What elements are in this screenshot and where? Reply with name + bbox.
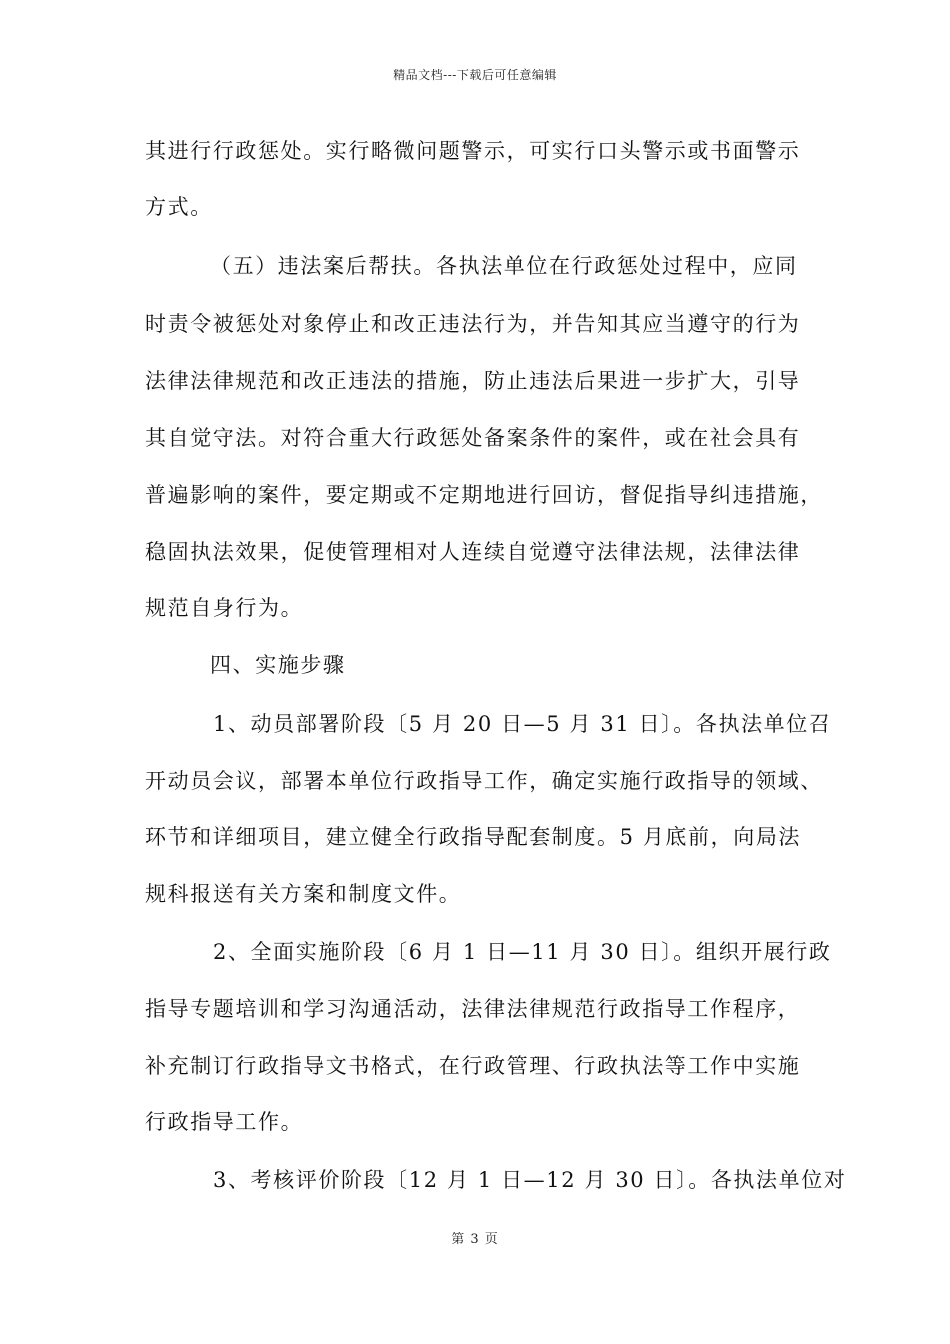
step-heading-line: 1、动员部署阶段〔5 月 20 日—5 月 31 日〕。各执法单位召 [213,712,832,736]
page-number: 第 3 页 [451,1232,499,1247]
body-line: 时责令被惩处对象停止和改正违法行为，并告知其应当遵守的行为 [145,312,801,336]
body-line: 补充制订行政指导文书格式，在行政管理、行政执法等工作中实施 [145,1054,801,1078]
page-header: 精品文档---下载后可任意编辑 [393,68,557,82]
step-heading-line: 2、全面实施阶段〔6 月 1 日—11 月 30 日〕。组织开展行政 [213,940,832,964]
body-line: 普遍影响的案件，要定期或不定期地进行回访，督促指导纠违措施， [145,483,823,507]
body-line: 方式。 [145,195,213,219]
step-heading-line: 3、考核评价阶段〔12 月 1 日—12 月 30 日〕。各执法单位对 [213,1168,847,1192]
body-line: 指导专题培训和学习沟通活动，法律法律规范行政指导工作程序， [145,997,801,1021]
section-heading-line: （五）违法案后帮扶。各执法单位在行政惩处过程中，应同 [210,254,798,278]
body-line: 稳固执法效果，促使管理相对人连续自觉遵守法律法规，法律法律 [145,540,801,564]
section-heading: 四、实施步骤 [210,653,346,677]
body-line: 法律法律规范和改正违法的措施，防止违法后果进一步扩大，引导 [145,369,801,393]
body-line: 其进行行政惩处。实行略微问题警示，可实行口头警示或书面警示 [145,139,801,163]
body-line: 其自觉守法。对符合重大行政惩处备案条件的案件，或在社会具有 [145,426,801,450]
body-line: 规范自身行为。 [145,596,304,620]
body-line: 规科报送有关方案和制度文件。 [145,882,462,906]
body-line: 开动员会议，部署本单位行政指导工作，确定实施行政指导的领域、 [145,769,823,793]
body-line: 环节和详细项目，建立健全行政指导配套制度。5 月底前，向局法 [145,825,802,849]
body-line: 行政指导工作。 [145,1110,304,1134]
